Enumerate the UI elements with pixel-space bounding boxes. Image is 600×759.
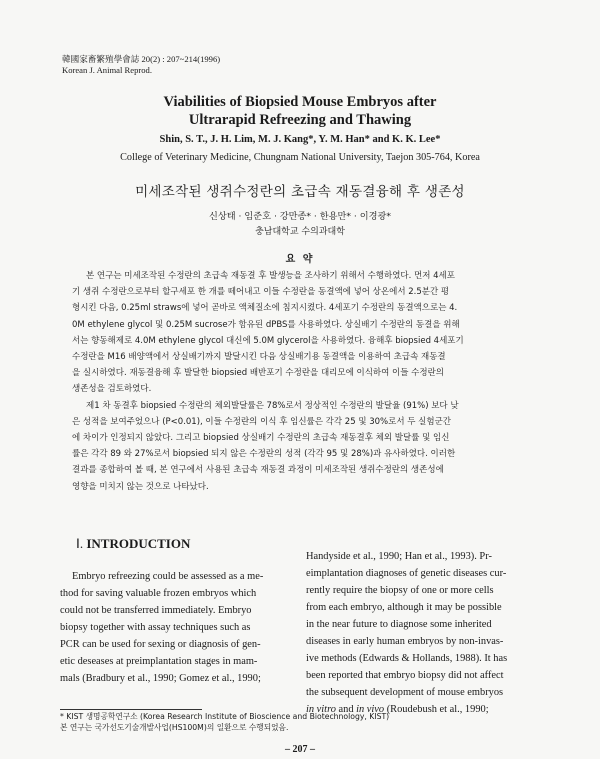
body-line: could not be transferred immediately. Embryo <box>60 605 252 616</box>
journal-english-name: Korean J. Animal Reprod. <box>62 65 152 75</box>
abstract-line: 0M ethylene glycol 및 0.25M sucrose가 함유된 dPBS를 사용하였다. 상실배기 수정란의 동결을 위해 <box>72 319 460 330</box>
abstract-line: 수정란을 M16 배양액에서 상실배기까지 발달시킨 다음 상실배기용 동결액을 이용하여 초급속 재동결 <box>72 352 446 363</box>
footnote-divider <box>60 709 202 710</box>
abstract-line: 서는 향동해제로 4.0M ethylene glycol 대신에 5.0M glycerol을 사용하였다. 융해후 biopsied 4세포기 <box>72 335 464 346</box>
section-title: INTRODUCTION <box>86 536 191 551</box>
abstract-line: 형시킨 다음, 0.25ml straws에 넣어 곧바로 액체질소에 침지시켰다. 4세포기 수정란의 동결액으로는 4. <box>72 303 458 314</box>
abstract-line: 은 성적을 보여주었으나 (P<0.01), 이들 수정란의 이식 후 임신률은 각각 25 및 30%로서 두 실험군간 <box>72 416 452 427</box>
right-text-column <box>306 548 536 718</box>
abstract-line: 결과를 종합하여 볼 때, 본 연구에서 사용된 초급속 재동결 과정이 미세조작된 생쥐수정란의 생존성에 <box>72 465 444 476</box>
page-number: – 207 – <box>285 744 315 755</box>
body-line: from each embryo, although it may be possible <box>306 602 502 613</box>
journal-citation <box>62 54 220 76</box>
section-number: Ⅰ. <box>76 536 84 551</box>
paper-title-line-1: Viabilities of Biopsied Mouse Embryos after <box>163 94 437 110</box>
body-line: rently require the biopsy of one or more cells <box>306 585 494 596</box>
italic-in-vivo: in vivo <box>356 704 385 715</box>
body-line: PCR can be used for sexing or diagnosis of gen- <box>60 639 261 650</box>
korean-abstract <box>72 268 528 495</box>
author-list: Shin, S. T., J. H. Lim, M. J. Kang*, Y. M. Han* and K. K. Lee* <box>159 134 441 145</box>
citation-text: (Roudebush et al., 1990; <box>384 704 489 715</box>
body-line: mals (Bradbury et al., 1990; Gomez et al., 1990; <box>60 673 261 684</box>
abstract-line: 기 생쥐 수정란으로부터 할구세포 한 개를 떼어내고 이들 수정란을 동결액에 넣어 상온에서 2.5분간 평 <box>72 287 450 298</box>
left-text-column <box>60 568 288 687</box>
body-line: biopsy together with assay techniques such as <box>60 622 251 633</box>
abstract-line: 생존성을 검토하였다. <box>72 384 152 395</box>
body-line: eimplantation diagnoses of genetic diseases cur- <box>306 568 507 579</box>
abstract-line: 률은 각각 89 와 27%로서 biopsied 되지 않은 수정란의 성적 (각각 95 및 28%)과 유사하였다. 이러한 <box>72 449 456 460</box>
body-line: ive methods (Edwards & Hollands, 1988). It has <box>306 653 508 664</box>
footnote-affiliation: * KIST 생명공학연구소 (Korea Research Institute of Bioscience and Biotechnology, KIST) <box>60 712 390 721</box>
body-line: diseases in early human embryos by non-invas- <box>306 636 504 647</box>
korean-title: 미세조작된 생쥐수정란의 초급속 재동결융해 후 생존성 <box>135 184 465 200</box>
journal-korean-name: 韓國家畜繁殖學會誌 20(2) : 207~214(1996) <box>62 54 221 64</box>
body-line: in the near future to diagnose some inherited <box>306 619 492 630</box>
body-line: Embryo refreezing could be assessed as a me- <box>72 571 264 582</box>
italic-in-vitro: in vitro <box>306 704 336 715</box>
abstract-line: 에 차이가 인정되지 않았다. 그리고 biopsied 상실배기 수정란의 초급속 재동결후 체외 발달률 및 임신 <box>72 433 450 444</box>
body-line: thod for saving valuable frozen embryos which <box>60 588 257 599</box>
body-line: etic deseases at preimplantation stages in mam- <box>60 656 258 667</box>
text-and: and <box>335 704 357 715</box>
abstract-line: 제1 차 동결후 biopsied 수정란의 체외발달률은 78%로서 정상적인 수정란의 발달율 (91%) 보다 낮 <box>86 400 459 411</box>
abstract-line: 본 연구는 미세조작된 수정란의 초급속 재동결 후 발생능을 조사하기 위해서 수행하였다. 먼저 4세포 <box>86 271 455 281</box>
body-line: the subsequent development of mouse embryos <box>306 687 504 698</box>
body-line: been reported that embryo biopsy did not affect <box>306 670 504 681</box>
section-heading-introduction <box>76 536 190 552</box>
footnotes <box>60 711 540 733</box>
body-line: Handyside et al., 1990; Han et al., 1993). Pr- <box>306 551 492 562</box>
abstract-heading: 요 약 <box>285 254 315 265</box>
korean-author-list: 신상태 · 임준호 · 강만종* · 한용만* · 이경광* <box>209 211 391 222</box>
footnote-funding: 본 연구는 국가선도기술개발사업(HS100M)의 일환으로 수행되었음. <box>60 723 289 732</box>
abstract-line: 영향을 미치지 않는 것으로 나타났다. <box>72 481 209 492</box>
korean-affiliation: 충남대학교 수의과대학 <box>255 227 345 237</box>
author-affiliation: College of Veterinary Medicine, Chungnam National University, Taejon 305-764, Korea <box>120 152 480 163</box>
abstract-line: 을 실시하였다. 재동결융해 후 발달한 biopsied 배반포기 수정란을 대리모에 이식하여 이들 수정란의 <box>72 368 445 379</box>
paper-title-line-2: Ultrarapid Refreezing and Thawing <box>188 112 412 128</box>
